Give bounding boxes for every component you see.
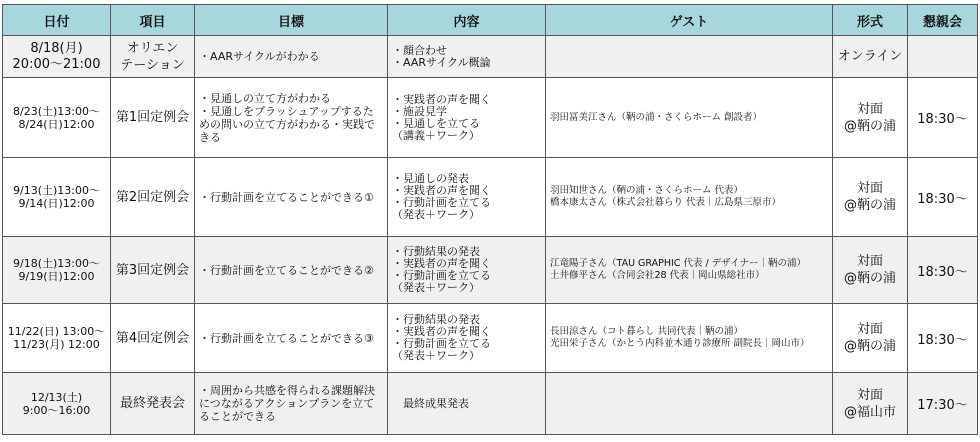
content-line: ・行動計画を立てる bbox=[392, 337, 491, 350]
item-line: 第4回定例会 bbox=[115, 330, 190, 346]
date-line: 9:00～16:00 bbox=[22, 403, 91, 417]
content-cell bbox=[388, 237, 546, 304]
date-line: 8/24(日)12:00 bbox=[18, 117, 95, 131]
content-cell bbox=[388, 36, 546, 78]
guest-line: 土井修平さん（合同会社28 代表｜岡山県総社市） bbox=[550, 270, 765, 281]
format-cell bbox=[833, 78, 908, 158]
guest-line: 橋本康太さん（株式会社暮らり 代表｜広島県三原市） bbox=[550, 197, 782, 208]
table-row bbox=[3, 36, 978, 78]
party-cell: 18:30～ bbox=[908, 304, 978, 373]
guest-cell bbox=[546, 237, 833, 304]
content-line: ・見通しの発表 bbox=[392, 172, 469, 185]
goal-line: ・見通しをブラッシュアップするための問いの立て方がわかる・実践できる bbox=[199, 104, 375, 144]
item-line: テーション bbox=[120, 57, 185, 73]
guest-cell bbox=[546, 78, 833, 158]
format-line: 対面 bbox=[856, 387, 883, 403]
date-line: 9/14(日)12:00 bbox=[18, 197, 95, 210]
party-cell: 18:30～ bbox=[908, 158, 978, 237]
item-cell bbox=[111, 158, 195, 237]
goal-cell bbox=[195, 36, 388, 78]
header-guest: ゲスト bbox=[546, 5, 833, 36]
item-line: オリエン bbox=[126, 40, 179, 56]
content-line: （発表＋ワーク） bbox=[392, 349, 480, 362]
content-line: 最終成果発表 bbox=[392, 396, 469, 410]
format-line: @鞆の浦 bbox=[843, 339, 896, 354]
format-line: @鞆の浦 bbox=[843, 198, 896, 213]
content-cell bbox=[388, 304, 546, 373]
format-cell bbox=[833, 304, 908, 373]
header-format: 形式 bbox=[833, 5, 908, 36]
date-line: 8/18(月) bbox=[30, 40, 83, 56]
date-line: 12/13(土) bbox=[30, 390, 83, 404]
content-line: ・行動結果の発表 bbox=[392, 245, 480, 258]
guest-cell bbox=[546, 158, 833, 237]
date-line: 9/19(日)12:00 bbox=[18, 270, 95, 283]
format-line: 対面 bbox=[856, 101, 883, 117]
content-line: ・顔合わせ bbox=[392, 43, 447, 57]
guest-line: 光田栄子さん（かとう内科並木通り診療所 副院長｜岡山市） bbox=[550, 338, 810, 349]
format-line: 対面 bbox=[856, 181, 883, 196]
header-content: 内容 bbox=[388, 5, 546, 36]
goal-cell bbox=[195, 237, 388, 304]
table-row bbox=[3, 78, 978, 158]
date-cell bbox=[3, 304, 111, 373]
date-cell bbox=[3, 237, 111, 304]
header-row bbox=[3, 5, 978, 36]
item-line: 第1回定例会 bbox=[115, 110, 190, 125]
item-line: 第3回定例会 bbox=[115, 262, 190, 278]
goal-line: ・行動計画を立てることができる③ bbox=[199, 331, 374, 345]
date-cell bbox=[3, 158, 111, 237]
format-line: @福山市 bbox=[843, 404, 896, 420]
goal-cell bbox=[195, 373, 388, 435]
goal-cell bbox=[195, 158, 388, 237]
guest-cell bbox=[546, 36, 833, 78]
date-cell bbox=[3, 78, 111, 158]
content-line: ・AARサイクル概論 bbox=[392, 55, 491, 69]
goal-line: ・見通しの立て方がわかる bbox=[199, 91, 331, 105]
goal-line: ・周囲から共感を得られる課題解決につながるアクションプランを立てることができる bbox=[199, 384, 375, 423]
date-cell bbox=[3, 373, 111, 435]
content-line: ・行動計画を立てる bbox=[392, 269, 491, 282]
content-cell bbox=[388, 373, 546, 435]
goal-cell bbox=[195, 304, 388, 373]
party-cell: 18:30～ bbox=[908, 237, 978, 304]
format-cell bbox=[833, 373, 908, 435]
goal-line: ・行動計画を立てることができる① bbox=[199, 190, 374, 204]
guest-cell bbox=[546, 373, 833, 435]
header-goal: 目標 bbox=[195, 5, 388, 36]
format-line: @鞆の浦 bbox=[843, 118, 896, 134]
item-line: 第2回定例会 bbox=[115, 189, 190, 205]
format-cell bbox=[833, 158, 908, 237]
item-cell bbox=[111, 304, 195, 373]
format-line: 対面 bbox=[856, 322, 883, 337]
format-line: 対面 bbox=[856, 254, 883, 269]
header-date: 日付 bbox=[3, 5, 111, 36]
content-line: ・見通しを立てる bbox=[392, 116, 480, 130]
goal-cell bbox=[195, 78, 388, 158]
content-line: ・実践者の声を聞く bbox=[392, 257, 491, 270]
guest-line: 江竜陽子さん（TAU GRAPHIC 代表 / デザイナー｜鞆の浦） bbox=[550, 258, 807, 269]
content-line: （発表＋ワーク） bbox=[392, 281, 480, 294]
date-line: 11/23(月) 12:00 bbox=[13, 338, 100, 351]
guest-line: 長田涼さん（コト暮らし 共同代表｜鞆の浦） bbox=[550, 326, 744, 337]
format-line: オンライン bbox=[837, 49, 903, 64]
item-cell bbox=[111, 373, 195, 435]
format-cell bbox=[833, 237, 908, 304]
content-line: （発表＋ワーク） bbox=[392, 208, 480, 221]
item-cell bbox=[111, 237, 195, 304]
date-line: 11/22(日) 13:00～ bbox=[7, 325, 106, 338]
date-line: 9/13(土)13:00～ bbox=[13, 184, 100, 197]
content-line: ・行動結果の発表 bbox=[392, 313, 480, 326]
party-cell: 17:30～ bbox=[908, 373, 978, 435]
content-line: （講義＋ワーク） bbox=[392, 128, 480, 142]
goal-line: ・行動計画を立てることができる② bbox=[199, 263, 374, 277]
header-item: 項目 bbox=[111, 5, 195, 36]
date-line: 9/18(土)13:00～ bbox=[13, 257, 100, 270]
guest-line: 羽田冨美江さん（鞆の浦・さくらホーム 創設者） bbox=[550, 111, 763, 123]
item-cell bbox=[111, 78, 195, 158]
item-line: 最終発表会 bbox=[119, 396, 185, 411]
content-line: ・実践者の声を聞く bbox=[392, 184, 491, 197]
table-row bbox=[3, 304, 978, 373]
goal-line: ・AARサイクルがわかる bbox=[199, 50, 320, 63]
guest-cell bbox=[546, 304, 833, 373]
content-line: ・行動計画を立てる bbox=[392, 196, 491, 209]
content-line: ・実践者の声を聞く bbox=[392, 325, 491, 338]
date-cell bbox=[3, 36, 111, 78]
format-line: @鞆の浦 bbox=[843, 271, 896, 286]
table-row bbox=[3, 237, 978, 304]
party-cell: 18:30～ bbox=[908, 78, 978, 158]
date-line: 8/23(土)13:00～ bbox=[13, 104, 100, 118]
party-cell bbox=[908, 36, 978, 78]
content-line: ・施設見学 bbox=[392, 104, 447, 118]
format-cell bbox=[833, 36, 908, 78]
item-cell bbox=[111, 36, 195, 78]
table-row bbox=[3, 373, 978, 435]
content-line: ・実践者の声を聞く bbox=[392, 92, 491, 106]
schedule-table bbox=[2, 4, 978, 435]
content-cell bbox=[388, 158, 546, 237]
guest-line: 羽田知世さん（鞆の浦・さくらホーム 代表） bbox=[550, 185, 744, 196]
content-cell bbox=[388, 78, 546, 158]
header-party: 懇親会 bbox=[908, 5, 978, 36]
date-line: 20:00～21:00 bbox=[12, 56, 101, 72]
table-row bbox=[3, 158, 978, 237]
